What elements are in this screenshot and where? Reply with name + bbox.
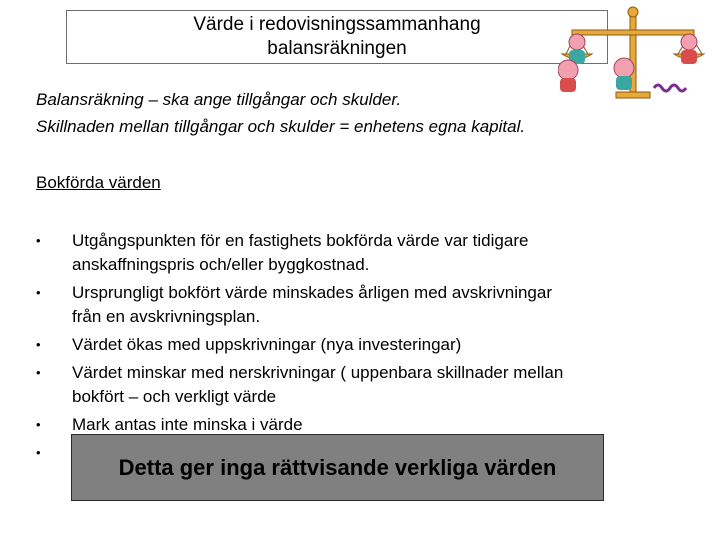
title-box [66,10,608,64]
intro-text [36,86,676,140]
title-line-1: Värde i redovisningssammanhang [193,14,481,35]
bullet-dot: • [36,365,41,380]
bullet-dot: • [36,233,41,248]
section-heading: Bokförda värden [36,173,161,192]
callout-text: Detta ger inga rättvisande verkliga värden [118,454,557,480]
list-item [36,281,676,329]
list-item [36,333,676,357]
list-item-line-1: Värdet ökas med uppskrivningar (nya investeringar) [72,335,462,354]
list-item [36,361,676,409]
list-item-line-2: från en avskrivningsplan. [72,307,261,326]
callout-box [71,434,604,501]
bullet-dot: • [36,337,41,352]
bullet-dot: • [36,445,41,460]
list-item-line-2: anskaffningspris och/eller byggkostnad. [72,255,370,274]
intro-line-2: Skillnaden mellan tillgångar och skulder = enhetens egna kapital. [36,117,526,136]
bullet-list [36,229,676,460]
list-item-line-1: Ursprungligt bokfört värde minskades årligen med avskrivningar [72,283,552,302]
list-item-line-1: Mark antas inte minska i värde [72,415,303,434]
title-line-2: balansräkningen [267,38,407,59]
bullet-dot: • [36,417,41,432]
list-item-line-1: Utgångspunkten för en fastighets bokförda värde var tidigare [72,231,529,250]
intro-line-1: Balansräkning – ska ange tillgångar och skulder. [36,90,402,109]
list-item [36,229,676,277]
list-item-line-2: bokfört – och verkligt värde [72,387,277,406]
bullet-dot: • [36,285,41,300]
list-item-line-1: Värdet minskar med nerskrivningar ( uppenbara skillnader mellan [72,363,564,382]
